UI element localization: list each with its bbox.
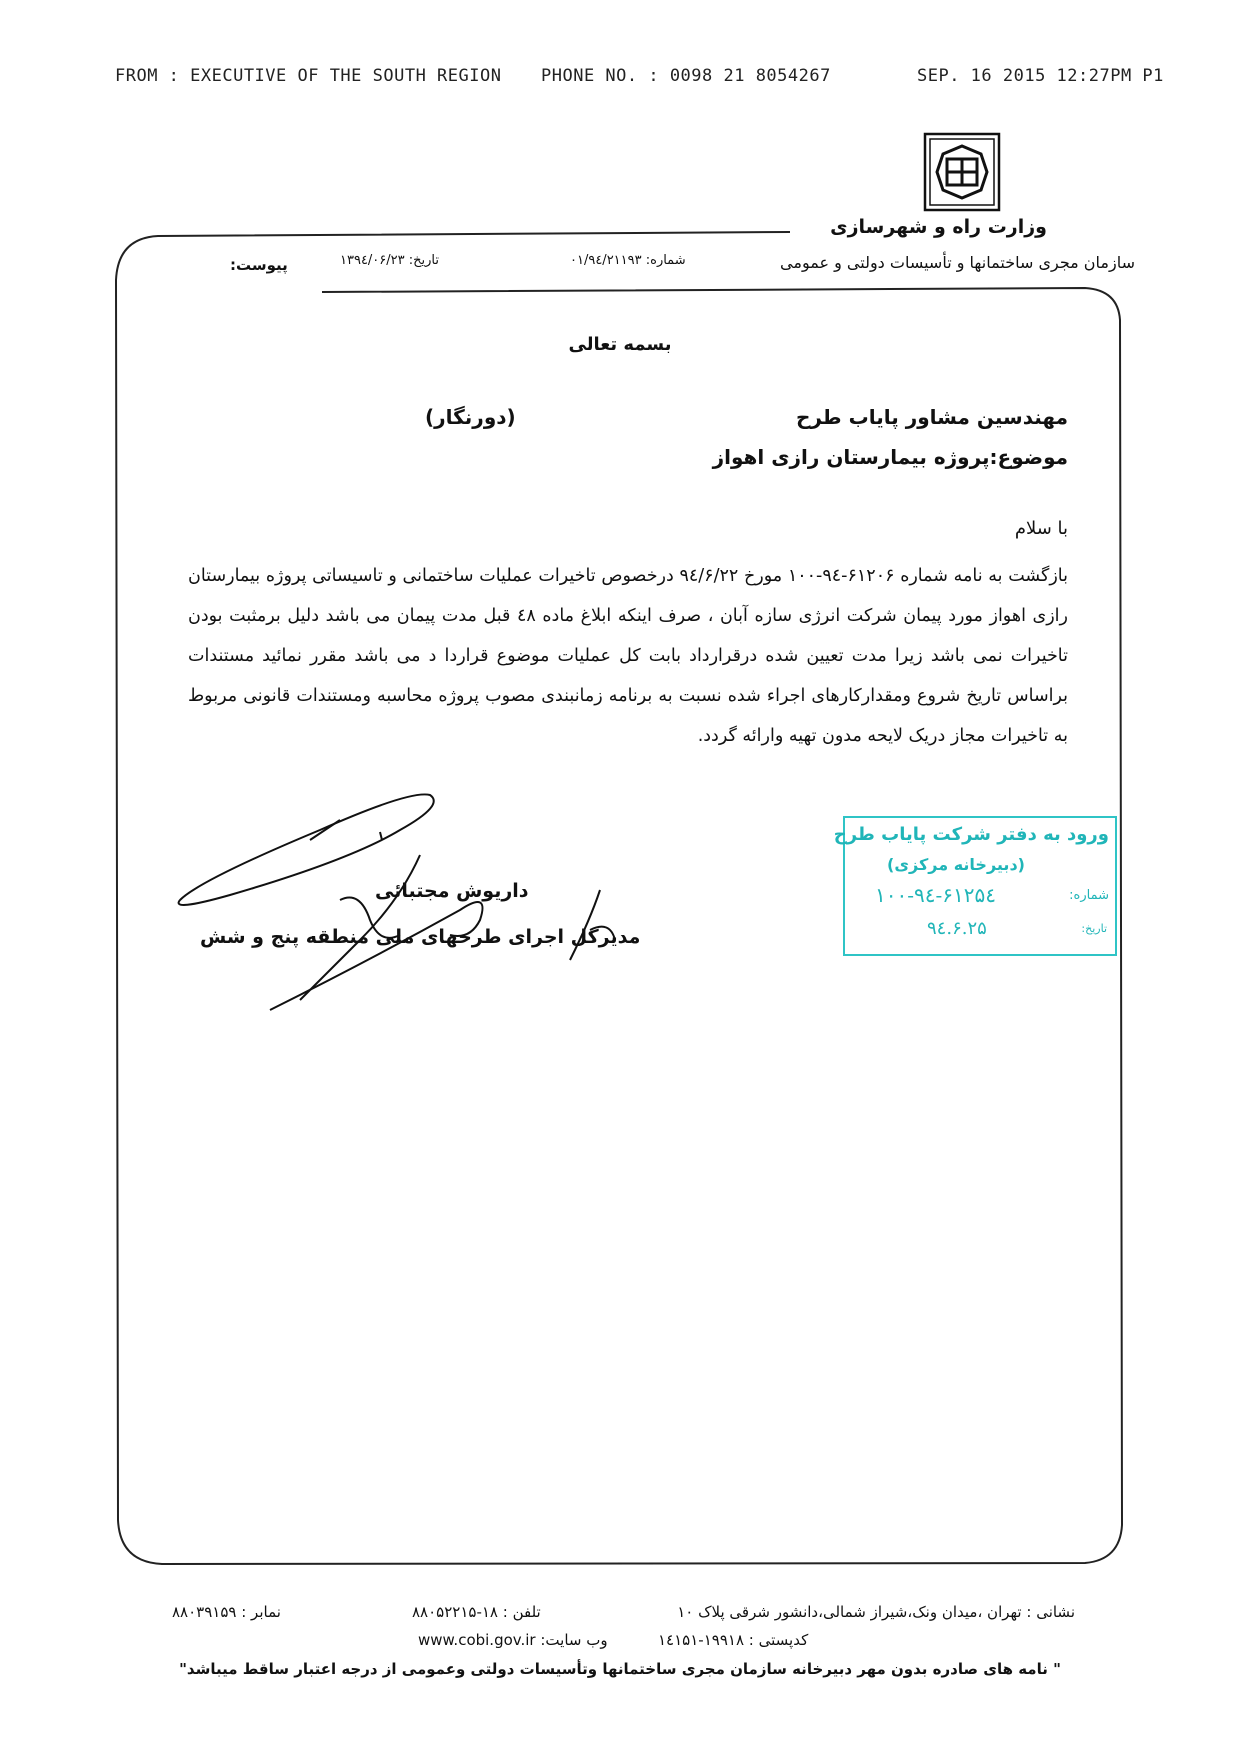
- stamp-number-label: شماره:: [1069, 888, 1109, 903]
- stamp-line1: ورود به دفتر شرکت پایاب طرح: [833, 824, 1109, 845]
- fax-date: SEP. 16 2015 12:27PM P1: [917, 66, 1164, 86]
- stamp-date-value: ۹٤.۶.۲۵: [927, 918, 987, 939]
- signer-name: داریوش مجتبائی: [375, 880, 529, 902]
- letter-number: [570, 253, 686, 268]
- footer-notice: " نامه های صادره بدون مهر دبیرخانه سازمان مجری ساختمانها وتأسیسات دولتی وعمومی از درجه اعتبار ساقط میباشد": [179, 1660, 1061, 1678]
- signer-title: مدیرکل اجرای طرحهای ملی منطقه پنج و شش: [200, 926, 641, 948]
- footer-website: وب سایت: www.cobi.gov.ir: [418, 1631, 608, 1649]
- fax-phone: PHONE NO. : 0098 21 8054267: [541, 66, 831, 86]
- receipt-stamp: [833, 816, 1117, 956]
- footer-address: نشانی : تهران ،میدان ونک،شیراز شمالی،دانشور شرقی پلاک ۱۰: [677, 1603, 1075, 1621]
- letter-date-label: تاریخ:: [408, 253, 440, 268]
- letter-date-value: ۱۳۹٤/۰۶/۲۳: [340, 253, 405, 268]
- footer-phone: تلفن : ۱۸-۸۸۰۵۲۲۱۵: [412, 1603, 541, 1621]
- stamp-line2: (دبیرخانه مرکزی): [887, 855, 1025, 874]
- footer-postal: کدپستی : ۱۹۹۱۸-۱٤۱۵۱: [658, 1631, 809, 1649]
- stamp-date-label: تاریخ:: [1081, 922, 1107, 935]
- fax-note: (دورنگار): [425, 405, 516, 429]
- greeting: با سلام: [1014, 518, 1068, 539]
- basmala: بسمه تعالی: [568, 334, 672, 355]
- letter-date: [340, 253, 439, 268]
- fax-from: FROM : EXECUTIVE OF THE SOUTH REGION: [115, 66, 502, 86]
- attachment-label: پیوست:: [230, 256, 288, 274]
- recipient: مهندسین مشاور پایاب طرح: [795, 405, 1068, 429]
- footer-fax: نمابر : ۸۸۰۳۹۱۵۹: [172, 1603, 281, 1621]
- stamp-number-value: ۱۰۰-۹٤-۶۱۲۵٤: [875, 883, 996, 907]
- ministry-logo-icon: [923, 132, 1001, 212]
- letter-number-value: ۰۱/۹٤/۲۱۱۹۳: [570, 253, 642, 268]
- subject: موضوع:پروژه بیمارستان رازی اهواز: [712, 445, 1068, 469]
- ministry-name: وزارت راه و شهرسازی: [830, 216, 1047, 238]
- letter-body: بازگشت به نامه شماره ۶۱۲۰۶-۹٤-۱۰۰ مورخ ۹٤/۶/۲۲ درخصوص تاخیرات عملیات ساختمانی و تاسیساتی پروژه بیمارستان رازی اهواز مورد پیمان شرکت انرژی سازه آبان ، صرف اینکه ابلاغ ماده ٤۸ قبل مدت پیمان می باشد دلیل برمثبت بودن تاخیرات نمی باشد زیرا مدت تعیین شده درقرارداد بابت کل عملیات موضوع قراردا د می باشد مقرر نمائید مستندات براساس تاریخ شروع ومقدارکارهای اجراء شده نسبت به برنامه زمانبندی مصوب پروژه محاسبه ومستندات قانونی مربوط به تاخیرات مجاز دریک لایحه مدون تهیه وارائه گردد.: [188, 566, 1068, 746]
- letter-number-label: شماره:: [645, 253, 686, 268]
- organization-name: سازمان مجری ساختمانها و تأسیسات دولتی و عمومی: [780, 253, 1135, 272]
